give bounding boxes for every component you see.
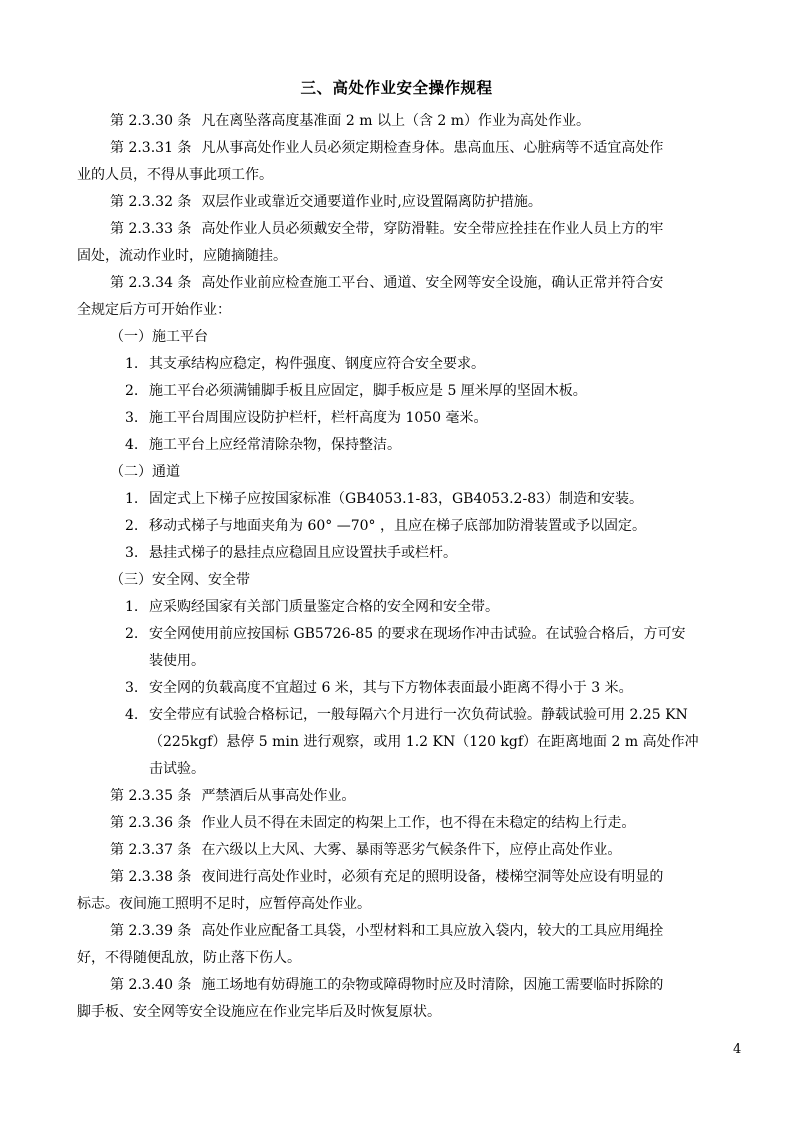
list-item xyxy=(77,540,737,567)
list-item-text: 应采购经国家有关部门质量鉴定合格的安全网和安全带。 xyxy=(149,599,499,615)
list-item-number: 4. xyxy=(125,707,139,723)
list-item xyxy=(77,351,737,378)
article-text: 凡从事高处作业人员必须定期检查身体。患高血压、心脏病等不适宜高处作 xyxy=(201,140,664,156)
article-number: 第 2.3.40 条 xyxy=(110,977,192,993)
page-title: 三、高处作业安全操作规程 xyxy=(300,79,493,97)
list-item xyxy=(77,378,737,405)
list-item-text: 安全带应有试验合格标记，一般每隔六个月进行一次负荷试验。静载试验可用 2.25 KN xyxy=(149,707,688,723)
list-item-text: 施工平台上应经常清除杂物，保持整洁。 xyxy=(149,437,401,453)
article-number: 第 2.3.30 条 xyxy=(110,113,192,129)
article-number: 第 2.3.33 条 xyxy=(110,221,192,237)
article-number: 第 2.3.31 条 xyxy=(110,140,192,156)
article-continuation: 业的人员，不得从事此项工作。 xyxy=(77,167,273,183)
article-number: 第 2.3.37 条 xyxy=(110,842,192,858)
list-item-text: 施工平台必须满铺脚手板且应固定，脚手板应是 5 厘米厚的坚固木板。 xyxy=(149,383,587,399)
article-line xyxy=(77,837,737,864)
article-line xyxy=(77,216,737,243)
article-continuation: 全规定后方可开始作业： xyxy=(77,302,231,318)
article-continuation: 脚手板、安全网等安全设施应在作业完毕后及时恢复原状。 xyxy=(77,1004,441,1020)
section-heading: （三）安全网、安全带 xyxy=(110,572,250,588)
list-item xyxy=(77,702,737,729)
article-line xyxy=(77,810,737,837)
list-item-text: 施工平台周围应设防护栏杆，栏杆高度为 1050 毫米。 xyxy=(149,410,488,426)
section-heading: （一）施工平台 xyxy=(110,329,208,345)
article-number: 第 2.3.34 条 xyxy=(110,275,192,291)
list-item-number: 3. xyxy=(125,545,139,561)
article-line xyxy=(77,270,737,297)
list-item-number: 2. xyxy=(125,626,139,642)
article-number: 第 2.3.35 条 xyxy=(110,788,192,804)
list-item-number: 2. xyxy=(125,518,139,534)
list-item-continuation: 装使用。 xyxy=(149,653,205,669)
article-text: 双层作业或靠近交通要道作业时,应设置隔离防护措施。 xyxy=(201,194,542,210)
article-number: 第 2.3.32 条 xyxy=(110,194,192,210)
article-continuation: 好，不得随便乱放，防止落下伤人。 xyxy=(77,950,301,966)
list-item xyxy=(77,675,737,702)
list-item-text: 移动式梯子与地面夹角为 60° —70° ，且应在梯子底部加防滑装置或予以固定。 xyxy=(149,518,646,534)
article-line xyxy=(77,108,737,135)
list-item-number: 3. xyxy=(125,680,139,696)
article-line xyxy=(77,972,737,999)
document-body xyxy=(77,108,737,1026)
list-item-continuation: 击试验。 xyxy=(149,761,205,777)
list-item-number: 1. xyxy=(125,356,139,372)
article-line xyxy=(77,864,737,891)
article-line xyxy=(77,135,737,162)
list-item xyxy=(77,432,737,459)
article-text: 夜间进行高处作业时，必须有充足的照明设备，楼梯空洞等处应设有明显的 xyxy=(201,869,664,885)
article-text: 作业人员不得在未固定的构架上工作，也不得在未稳定的结构上行走。 xyxy=(201,815,636,831)
list-item-text: 安全网使用前应按国标 GB5726-85 的要求在现场作冲击试验。在试验合格后，方可安 xyxy=(149,626,686,642)
article-continuation: 标志。夜间施工照明不足时，应暂停高处作业。 xyxy=(77,896,371,912)
list-item-text: 其支承结构应稳定，构件强度、钢度应符合安全要求。 xyxy=(149,356,485,372)
list-item-text: 悬挂式梯子的悬挂点应稳固且应设置扶手或栏杆。 xyxy=(149,545,457,561)
list-item-number: 4. xyxy=(125,437,139,453)
list-item xyxy=(77,621,737,648)
list-item xyxy=(77,405,737,432)
article-continuation: 固处，流动作业时，应随摘随挂。 xyxy=(77,248,287,264)
article-text: 施工场地有妨碍施工的杂物或障碍物时应及时清除，因施工需要临时拆除的 xyxy=(201,977,664,993)
article-text: 在六级以上大风、大雾、暴雨等恶劣气候条件下，应停止高处作业。 xyxy=(201,842,622,858)
list-item-number: 1. xyxy=(125,599,139,615)
article-line xyxy=(77,783,737,810)
list-item xyxy=(77,513,737,540)
list-item xyxy=(77,594,737,621)
article-text: 高处作业应配备工具袋，小型材料和工具应放入袋内，较大的工具应用绳拴 xyxy=(201,923,664,939)
article-text: 凡在离坠落高度基准面 2 m 以上（含 2 m）作业为高处作业。 xyxy=(201,113,591,129)
list-item-number: 3. xyxy=(125,410,139,426)
article-text: 高处作业前应检查施工平台、通道、安全网等安全设施，确认正常并符合安 xyxy=(201,275,664,291)
article-line xyxy=(77,918,737,945)
article-number: 第 2.3.38 条 xyxy=(110,869,192,885)
article-text: 高处作业人员必须戴安全带，穿防滑鞋。安全带应拴挂在作业人员上方的牢 xyxy=(201,221,664,237)
article-number: 第 2.3.39 条 xyxy=(110,923,192,939)
page-number: 4 xyxy=(733,1042,742,1057)
list-item xyxy=(77,486,737,513)
article-number: 第 2.3.36 条 xyxy=(110,815,192,831)
article-line xyxy=(77,189,737,216)
article-text: 严禁酒后从事高处作业。 xyxy=(201,788,356,804)
list-item-text: 固定式上下梯子应按国家标准（GB4053.1-83，GB4053.2-83）制造和安装。 xyxy=(149,491,644,507)
list-item-number: 2. xyxy=(125,383,139,399)
list-item-number: 1. xyxy=(125,491,139,507)
list-item-text: 安全网的负载高度不宜超过 6 米，其与下方物体表面最小距离不得小于 3 米。 xyxy=(149,680,633,696)
section-heading: （二）通道 xyxy=(110,464,180,480)
list-item-continuation: （225kgf）悬停 5 min 进行观察，或用 1.2 KN（120 kgf）在距离地面 2 m 高处作冲 xyxy=(149,734,699,750)
